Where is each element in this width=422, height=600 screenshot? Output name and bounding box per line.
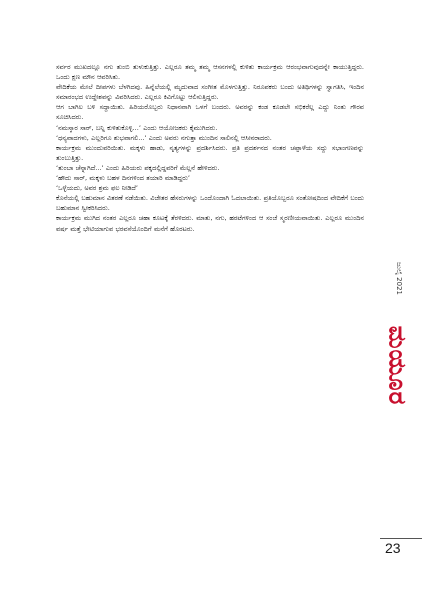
masthead-text: ಮಯೂರ [383,325,413,405]
paragraph: ‘ನಮಸ್ಕಾರ ಸಾರ್, ಬನ್ನಿ ಕುಳಿತುಕೊಳ್ಳಿ...’ ಎಂದು ಆಯೋಜಕರು ಕೈಮುಗಿದರು. [56,123,218,132]
paragraph: ವೇದಿಕೆಯ ಮೇಲೆ ದೀಪಗಳು ಬೆಳಗಿದವು. ಹಿನ್ನೆಲೆಯಲ್ಲಿ ಮೃದುವಾದ ಸಂಗೀತ ಮೊಳಗುತ್ತಿತ್ತು. ನಿರೂಪಕರು ಬಂದು ಅತಿಥಿಗಳನ್ನು ಸ್ವಾಗತಿಸಿ, ಇಂದಿನ ಸಮಾರಂಭದ ಉದ್ದೇಶವನ್ನು ವಿವರಿಸಿದರು. ಎಲ್ಲರೂ ಕಿವಿಗೊಟ್ಟು ಆಲಿಸುತ್ತಿದ್ದರು. [56,83,364,102]
issue-date [383,248,413,308]
issue-date-text: ಜುಲೈ 2021 [394,261,403,295]
page-number-rule [380,538,422,539]
article-body [56,62,364,234]
paragraph: ‘ಧನ್ಯವಾದಗಳು, ಎಲ್ಲರಿಗೂ ಶುಭವಾಗಲಿ...’ ಎಂದು ಅವರು ನಗುತ್ತಾ ಮುಂದಿನ ಸಾಲಿನಲ್ಲಿ ಆಸೀನರಾದರು. [56,133,272,142]
paragraph: ಸರ್ವರ ಮುಖದಲ್ಲೂ ನಗು ತುಂಬಿ ತುಳುಕುತ್ತಿತ್ತು. ಎಲ್ಲರೂ ತಮ್ಮ ತಮ್ಮ ಆಸನಗಳಲ್ಲಿ ಕುಳಿತು ಕಾರ್ಯಕ್ರಮ ಆರಂಭವಾಗುವುದನ್ನೇ ಕಾಯುತ್ತಿದ್ದರು. ಒಂದು ಕ್ಷಣ ಮೌನ ಆವರಿಸಿತು. [56,63,364,82]
paragraph: ‘ಹೌದು ಸಾರ್, ಮಕ್ಕಳು ಬಹಳ ದಿನಗಳಿಂದ ತಯಾರಿ ಮಾಡಿದ್ದರು’ [56,174,190,183]
paragraph: ಆಗ ಬಾಗಿಲ ಬಳಿ ಸದ್ದಾಯಿತು. ಹಿರಿಯರೊಬ್ಬರು ನಿಧಾನವಾಗಿ ಒಳಗೆ ಬಂದರು. ಅವರನ್ನು ಕಂಡ ಕೂಡಲೇ ಸಭಿಕರೆಲ್ಲ ಎದ್ದು ನಿಂತು ಗೌರವ ಸೂಚಿಸಿದರು. [56,103,364,122]
paragraph: ‘ತುಂಬಾ ಚೆನ್ನಾಗಿದೆ...’ ಎಂದು ಹಿರಿಯರು ಪಕ್ಕದಲ್ಲಿದ್ದವರಿಗೆ ಮೆಲ್ಲನೆ ಹೇಳಿದರು. [56,163,220,172]
paragraph: ಕಾರ್ಯಕ್ರಮ ಮುಗಿದ ನಂತರ ಎಲ್ಲರೂ ಚಹಾ ಕೂಟಕ್ಕೆ ತೆರಳಿದರು. ಮಾತು, ನಗು, ಹರಟೆಗಳಿಂದ ಆ ಸಂಜೆ ಸ್ಮರಣೀಯವಾಯಿತು. ಎಲ್ಲರೂ ಮುಂದಿನ ವರ್ಷ ಮತ್ತೆ ಭೇಟಿಯಾಗುವ ಭರವಸೆಯೊಂದಿಗೆ ಮನೆಗೆ ಹೊರಟರು. [56,214,364,233]
paragraph: ಕೊನೆಯಲ್ಲಿ ಬಹುಮಾನ ವಿತರಣೆ ನಡೆಯಿತು. ವಿಜೇತರ ಹೆಸರುಗಳನ್ನು ಒಂದೊಂದಾಗಿ ಓದಲಾಯಿತು. ಪ್ರತಿಯೊಬ್ಬರೂ ಸಂತೋಷದಿಂದ ವೇದಿಕೆಗೆ ಬಂದು ಬಹುಮಾನ ಸ್ವೀಕರಿಸಿದರು. [56,194,364,213]
magazine-masthead [380,320,416,410]
paragraph: ಕಾರ್ಯಕ್ರಮ ಮುಂದುವರಿಯಿತು. ಮಕ್ಕಳು ಹಾಡು, ನೃತ್ಯಗಳನ್ನು ಪ್ರದರ್ಶಿಸಿದರು. ಪ್ರತಿ ಪ್ರದರ್ಶನದ ನಂತರ ಚಪ್ಪಾಳೆಯ ಸದ್ದು ಸಭಾಂಗಣವನ್ನು ತುಂಬುತ್ತಿತ್ತು. [56,143,364,162]
paragraph: ‘ಒಳ್ಳೆಯದು, ಅವರ ಶ್ರಮ ಫಲ ನೀಡಿದೆ’ [56,184,138,193]
page-number: 23 [385,540,401,556]
